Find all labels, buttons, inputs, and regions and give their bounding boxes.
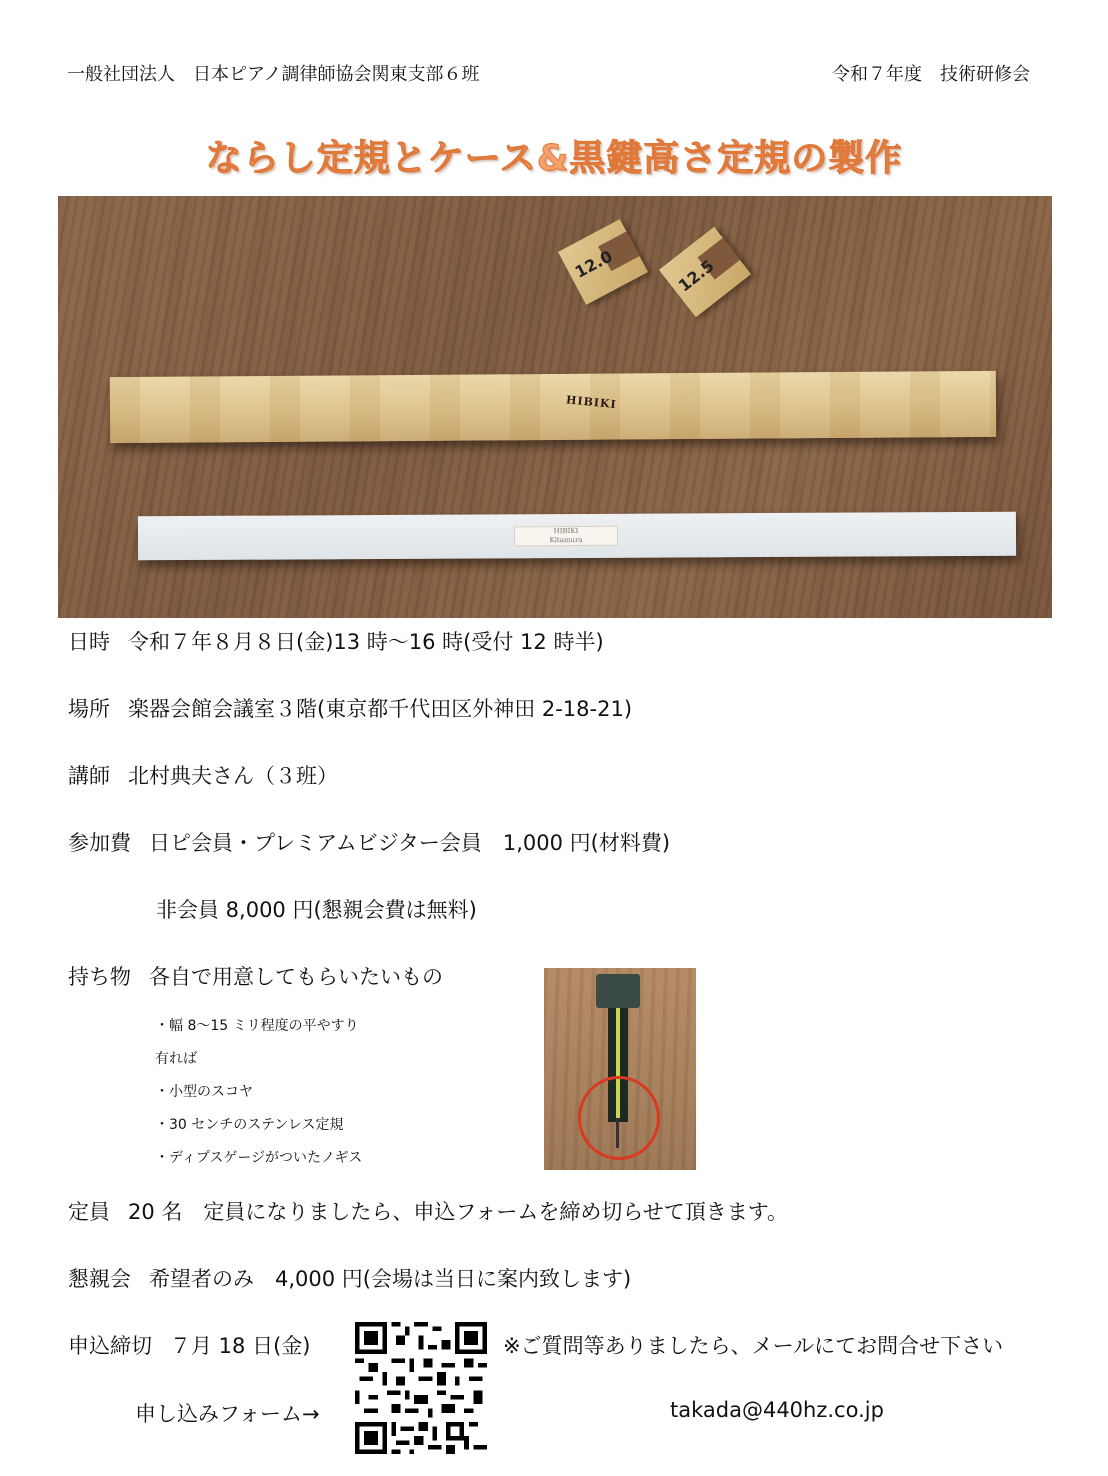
wooden-case	[110, 371, 996, 443]
list-item: ・小型のスコヤ	[155, 1084, 253, 1100]
deadline-row	[68, 1330, 310, 1360]
case-brand-mark: HIBIKI	[565, 393, 618, 412]
product-photo	[58, 196, 1052, 618]
party-value: 希望者のみ 4,000 円(会場は当日に案内致します)	[149, 1267, 632, 1291]
deadline-label: 申込締切	[68, 1334, 152, 1358]
capacity-label: 定員	[68, 1200, 110, 1224]
fee-member: 日ピ会員・プレミアムビジター会員 1,000 円(材料費)	[149, 831, 671, 855]
place-value: 楽器会館会議室３階(東京都千代田区外神田 2-18-21)	[128, 697, 633, 721]
gauge-block-label: 12.5	[674, 256, 718, 296]
contact-email[interactable]: takada@440hz.co.jp	[670, 1398, 884, 1422]
list-item: ・幅 8～15 ミリ程度の平やすり	[155, 1018, 359, 1034]
party-label: 懇親会	[68, 1267, 131, 1291]
nameplate-line2: Kitamura	[549, 535, 583, 545]
list-item: ・ディプスゲージがついたノギス	[155, 1150, 363, 1166]
caliper-photo	[544, 968, 696, 1170]
fee-row	[68, 827, 670, 857]
capacity-value: 20 名 定員になりましたら、申込フォームを締め切らせて頂きます。	[128, 1200, 789, 1224]
gauge-block-12-5	[659, 227, 751, 317]
list-item: 有れば	[155, 1051, 197, 1067]
fee-nonmember: 非会員 8,000 円(懇親会費は無料)	[156, 898, 477, 922]
header-organization: 一般社団法人 日本ピアノ調律師協会関東支部６班	[67, 64, 480, 85]
date-row	[68, 626, 604, 656]
gauge-block-label: 12.0	[571, 246, 616, 282]
lecturer-row	[68, 760, 338, 790]
date-value: 令和７年８月８日(金)13 時～16 時(受付 12 時半)	[128, 630, 604, 654]
application-form-link[interactable]: 申し込みフォーム→	[135, 1402, 320, 1426]
date-label: 日時	[68, 630, 110, 654]
page-title: ならし定規とケース&黒鍵高さ定規の製作	[205, 138, 903, 179]
lecturer-label: 講師	[68, 764, 110, 788]
header-event: 令和７年度 技術研修会	[832, 64, 1030, 85]
highlight-circle	[578, 1076, 660, 1160]
qr-code-icon[interactable]	[355, 1322, 487, 1454]
ruler-nameplate	[514, 526, 618, 547]
place-row	[68, 693, 632, 723]
bring-label: 持ち物	[68, 965, 131, 989]
bring-list	[155, 1018, 362, 1183]
fee-label: 参加費	[68, 831, 131, 855]
deadline-value: ７月 18 日(金)	[170, 1334, 311, 1358]
list-item: ・30 センチのステンレス定規	[155, 1117, 344, 1133]
inquiry-note: ※ご質問等ありましたら、メールにてお問合せ下さい	[503, 1334, 1004, 1358]
gauge-block-12-0	[558, 219, 648, 305]
place-label: 場所	[68, 697, 110, 721]
leveling-ruler	[138, 512, 1016, 561]
party-row	[68, 1263, 631, 1293]
capacity-row	[68, 1196, 788, 1226]
bring-row	[68, 961, 443, 991]
lecturer-value: 北村典夫さん（３班）	[128, 764, 338, 788]
bring-intro: 各自で用意してもらいたいもの	[149, 965, 443, 989]
nameplate-line1: HIBIKI	[553, 526, 579, 536]
